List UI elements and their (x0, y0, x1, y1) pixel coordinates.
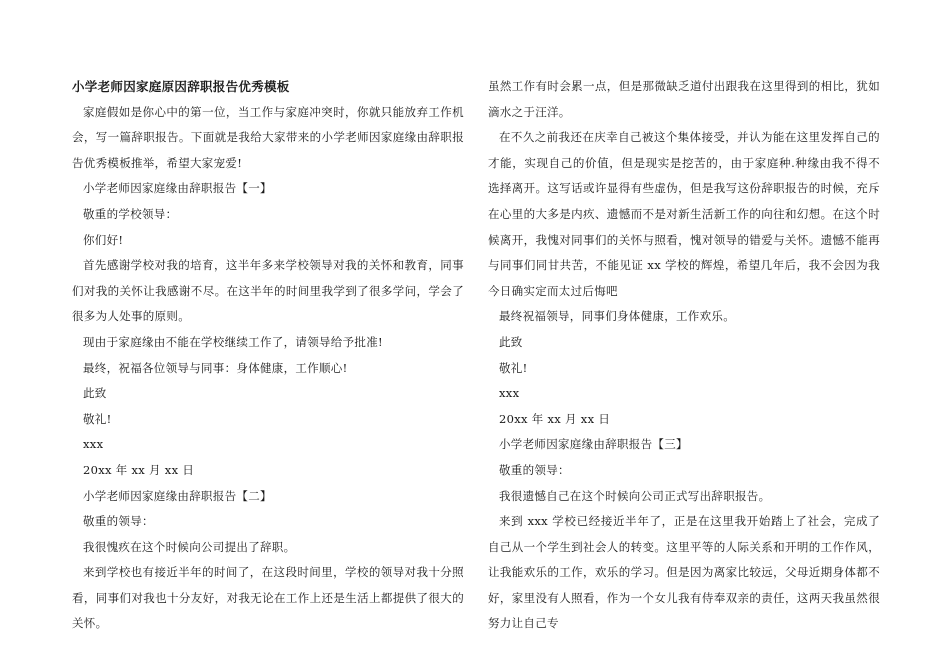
paragraph: 我很遗憾自己在这个时候向公司正式写出辞职报告。 (499, 488, 771, 503)
paragraph: 小学老师因家庭缘由辞职报告【一】 (83, 181, 272, 196)
paragraph: 此致 (83, 386, 107, 401)
paragraph: 敬重的学校领导： (83, 206, 178, 221)
paragraph: 在不久之前我还在庆幸自己被这个集体接受，并认为能在这里发挥自己的才能，实现自己的价值，但是现实是挖苦的，由于家庭种.种缘由我不得不选择离开。这写话或许显得有些虚伪，但是我写这份辞职报告的时候，充斥在心里的大多是内疚、遗憾而不是对新生活新工作的向往和幻想。在这个时候离开，我愧对同事们的关怀与照看，愧对领导的错爱与关怀。遗憾不能再与同事们同甘共苦，不能见证 xx 学校的辉煌，希望几年后，我不会因为我今日确实定而太过后悔吧 (488, 130, 880, 298)
paragraph: 虽然工作有时会累一点，但是那微缺乏道付出跟我在这里得到的相比，犹如滴水之于汪洋。 (488, 79, 880, 119)
paragraph: 敬礼! (499, 360, 528, 375)
paragraph: 现由于家庭缘由不能在学校继续工作了，请领导给予批准! (83, 334, 383, 349)
right-column (488, 74, 880, 637)
paragraph: 首先感谢学校对我的培育，这半年多来学校领导对我的关怀和教育，同事们对我的关怀让我感谢不尽。在这半年的时间里我学到了很多学问，学会了很多为人处事的原则。 (72, 258, 464, 324)
paragraph: 家庭假如是你心中的第一位，当工作与家庭冲突时，你就只能放弃工作机会，写一篇辞职报告。下面就是我给大家带来的小学老师因家庭缘由辞职报告优秀模板推举，希望大家宠爱! (72, 104, 464, 170)
paragraph: 我很愧疚在这个时候向公司提出了辞职。 (83, 539, 296, 554)
paragraph: 来到学校也有接近半年的时间了，在这段时间里，学校的领导对我十分照看，同事们对我也十分友好，对我无论在工作上还是生活上都提供了很大的关怀。 (72, 565, 464, 631)
paragraph: xxx (83, 437, 104, 452)
right-column-body (488, 74, 880, 637)
paragraph: 敬重的领导： (83, 514, 154, 529)
paragraph: 你们好! (83, 232, 124, 247)
paragraph: 最终，祝福各位领导与同事：身体健康，工作顺心! (83, 360, 348, 375)
document-title: 小学老师因家庭原因辞职报告优秀模板 (72, 79, 290, 94)
left-column (72, 74, 464, 637)
paragraph: 此致 (499, 334, 523, 349)
left-column-body (72, 100, 464, 637)
paragraph: 小学老师因家庭缘由辞职报告【二】 (83, 488, 272, 503)
paragraph: 最终祝福领导，同事们身体健康，工作欢乐。 (499, 309, 735, 324)
paragraph: 小学老师因家庭缘由辞职报告【三】 (499, 437, 688, 452)
paragraph: 20xx 年 xx 月 xx 日 (499, 411, 611, 426)
paragraph: 敬重的领导： (499, 462, 570, 477)
paragraph: 20xx 年 xx 月 xx 日 (83, 462, 195, 477)
paragraph: 来到 xxx 学校已经接近半年了，正是在这里我开始踏上了社会，完成了自己从一个学生到社会人的转变。这里平等的人际关系和开明的工作作风，让我能欢乐的工作，欢乐的学习。但是因为离家比较远，父母近期身体都不好，家里没有人照看，作为一个女儿我有侍奉双亲的责任，这两天我虽然很努力让自己专 (488, 514, 880, 631)
paragraph: 敬礼! (83, 411, 112, 426)
paragraph: xxx (499, 386, 520, 401)
